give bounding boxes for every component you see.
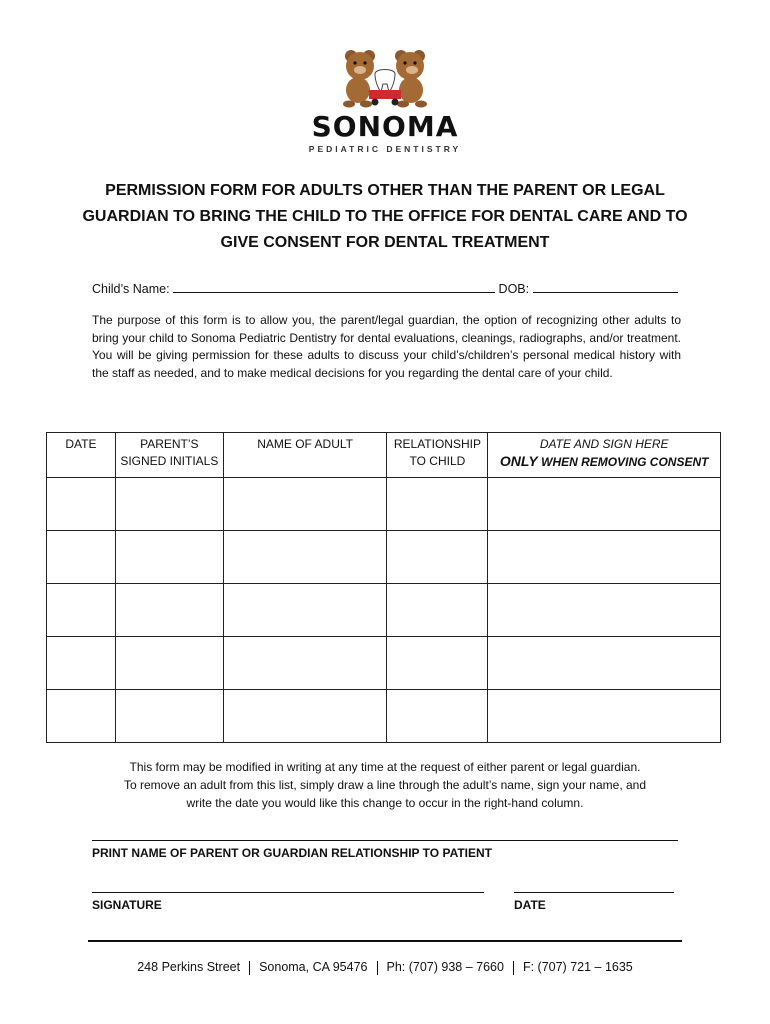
date-field[interactable]	[514, 878, 674, 893]
note-line: write the date you would like this change to occur in the right-hand column.	[186, 796, 584, 810]
adult-name-cell[interactable]	[223, 531, 387, 584]
table-row	[47, 531, 721, 584]
address-fax: F: (707) 721 – 1635	[522, 960, 633, 974]
table-row	[47, 584, 721, 637]
relationship-cell[interactable]	[387, 637, 488, 690]
date-cell[interactable]	[47, 637, 116, 690]
relationship-cell[interactable]	[387, 531, 488, 584]
remove-consent-cell[interactable]	[488, 637, 721, 690]
practice-address	[80, 960, 690, 975]
dob-label: DOB:	[498, 282, 530, 296]
initials-cell[interactable]	[115, 478, 223, 531]
print-name-label: PRINT NAME OF PARENT OR GUARDIAN RELATIONSHIP TO PATIENT	[92, 846, 493, 860]
logo-name: SONOMA	[311, 110, 459, 143]
child-name-field[interactable]	[173, 280, 495, 293]
authorized-adults-table	[46, 432, 721, 743]
address-separator	[513, 961, 514, 975]
date-cell[interactable]	[47, 690, 116, 743]
form-title: PERMISSION FORM FOR ADULTS OTHER THAN THE PARENT OR LEGAL GUARDIAN TO BRING THE CHILD TO THE OFFICE FOR DENTAL CARE AND TO GIVE CONSENT FOR DENTAL TREATMENT	[82, 182, 688, 251]
initials-cell[interactable]	[115, 531, 223, 584]
remove-consent-cell[interactable]	[488, 690, 721, 743]
remove-consent-cell[interactable]	[488, 531, 721, 584]
table-row	[47, 690, 721, 743]
note-line: This form may be modified in writing at any time at the request of either parent or legal guardian.	[129, 760, 641, 774]
table-row	[47, 637, 721, 690]
relationship-cell[interactable]	[387, 690, 488, 743]
header-adult-name: NAME OF ADULT	[223, 433, 387, 478]
initials-cell[interactable]	[115, 690, 223, 743]
dob-field[interactable]	[533, 280, 678, 293]
child-info-row	[92, 280, 692, 296]
initials-cell[interactable]	[115, 637, 223, 690]
address-separator	[249, 961, 250, 975]
remove-consent-cell[interactable]	[488, 478, 721, 531]
teddy-bears-icon	[333, 46, 437, 108]
child-name-label: Child’s Name:	[92, 282, 170, 296]
date-label: DATE	[514, 898, 546, 912]
remove-consent-cell[interactable]	[488, 584, 721, 637]
note-line: To remove an adult from this list, simply draw a line through the adult’s name, sign your name, and	[123, 778, 647, 792]
modification-note	[80, 758, 690, 812]
relationship-cell[interactable]	[387, 478, 488, 531]
adult-name-cell[interactable]	[223, 637, 387, 690]
adult-name-cell[interactable]	[223, 584, 387, 637]
header-date: DATE	[47, 433, 116, 478]
date-cell[interactable]	[47, 584, 116, 637]
table-row	[47, 478, 721, 531]
logo-tagline: PEDIATRIC DENTISTRY	[308, 144, 462, 154]
practice-logo	[285, 46, 485, 158]
table-header-row	[47, 433, 721, 478]
address-separator	[377, 961, 378, 975]
print-name-field[interactable]	[92, 826, 678, 841]
date-cell[interactable]	[47, 531, 116, 584]
address-city: Sonoma, CA 95476	[259, 960, 368, 974]
address-phone: Ph: (707) 938 – 7660	[386, 960, 504, 974]
adult-name-cell[interactable]	[223, 478, 387, 531]
header-remove-consent: DATE AND SIGN HERE ONLY WHEN REMOVING CONSENT	[488, 433, 721, 478]
header-relationship: RELATIONSHIP TO CHILD	[387, 433, 488, 478]
initials-cell[interactable]	[115, 584, 223, 637]
signature-field[interactable]	[92, 878, 484, 893]
date-cell[interactable]	[47, 478, 116, 531]
relationship-cell[interactable]	[387, 584, 488, 637]
signature-label: SIGNATURE	[92, 898, 162, 912]
adult-name-cell[interactable]	[223, 690, 387, 743]
footer-divider	[88, 940, 682, 942]
header-initials: PARENT’S SIGNED INITIALS	[115, 433, 223, 478]
purpose-paragraph: The purpose of this form is to allow you, the parent/legal guardian, the option of recognizing other adults to bring your child to Sonoma Pediatric Dentistry for dental evaluations, cleanings, radiographs, and/or treatment. You will be giving permission for these adults to discuss your child’s/children’s personal medical history with the staff as needed, and to make medical decisions for you regarding the dental care of your child.	[92, 313, 681, 380]
address-street: 248 Perkins Street	[137, 960, 241, 974]
